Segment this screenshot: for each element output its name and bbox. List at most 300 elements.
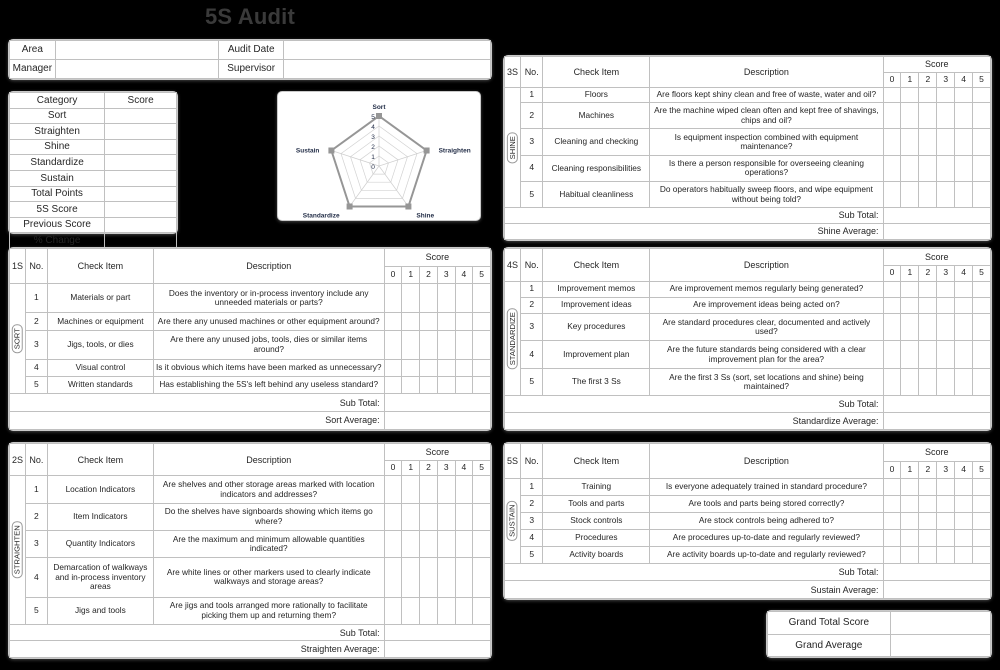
average-label-2s: Straighten Average:: [10, 641, 385, 658]
score-box-4s-1-0[interactable]: [883, 281, 901, 297]
score-box-1s-2-1[interactable]: [402, 313, 420, 330]
table-row: [505, 208, 991, 224]
subtotal-value-3s[interactable]: [883, 208, 990, 224]
table-row: [505, 413, 991, 430]
score-box-4s-3-5[interactable]: [973, 313, 991, 341]
score-box-3s-4-5[interactable]: [973, 155, 991, 181]
score-box-5s-2-4[interactable]: [955, 495, 973, 512]
score-box-2s-2-3[interactable]: [437, 503, 455, 530]
score-box-2s-3-5[interactable]: [473, 531, 491, 558]
category-score-2[interactable]: [105, 139, 177, 155]
score-box-2s-1-4[interactable]: [455, 476, 473, 503]
table-row: [10, 283, 491, 313]
score-box-3s-2-4[interactable]: [955, 103, 973, 129]
score-box-1s-4-3[interactable]: [437, 360, 455, 377]
table-row: [505, 297, 991, 313]
header-check-item: Check Item: [543, 249, 650, 282]
score-box-1s-1-0[interactable]: [384, 283, 402, 313]
score-box-5s-3-1[interactable]: [901, 512, 919, 529]
score-box-4s-4-4[interactable]: [955, 341, 973, 369]
check-item-2s-3: Quantity Indicators: [47, 531, 153, 558]
score-box-4s-4-5[interactable]: [973, 341, 991, 369]
score-box-4s-3-2[interactable]: [919, 313, 937, 341]
score-box-3s-5-2[interactable]: [919, 181, 937, 207]
score-box-4s-2-4[interactable]: [955, 297, 973, 313]
score-box-4s-1-1[interactable]: [901, 281, 919, 297]
table-row: [10, 139, 177, 155]
score-col-header-0: 0: [384, 460, 402, 476]
score-box-1s-5-2[interactable]: [420, 377, 438, 394]
score-box-2s-1-0[interactable]: [384, 476, 402, 503]
table-row: [10, 108, 177, 124]
row-no-3s-5: 5: [521, 181, 543, 207]
score-col-header-2: 2: [919, 265, 937, 281]
score-box-3s-4-2[interactable]: [919, 155, 937, 181]
category-label-0: Sort: [10, 108, 105, 124]
score-box-5s-4-4[interactable]: [955, 529, 973, 546]
score-box-2s-5-3[interactable]: [437, 597, 455, 624]
score-box-5s-4-5[interactable]: [973, 529, 991, 546]
description-2s-5: Are jigs and tools arranged more rationally to facilitate picking them up and returning them?: [153, 597, 384, 624]
check-item-2s-5: Jigs and tools: [47, 597, 153, 624]
category-score-3[interactable]: [105, 155, 177, 171]
score-box-4s-5-1[interactable]: [901, 368, 919, 396]
score-box-3s-3-0[interactable]: [883, 129, 901, 155]
score-col-header-3: 3: [437, 460, 455, 476]
score-box-5s-2-3[interactable]: [937, 495, 955, 512]
info-label-1a: Manager: [10, 60, 56, 79]
score-col-header-2: 2: [420, 460, 438, 476]
table-row: [10, 360, 491, 377]
subtotal-value-5s[interactable]: [883, 563, 990, 581]
score-box-2s-4-0[interactable]: [384, 558, 402, 597]
table-row: [768, 612, 991, 635]
score-box-3s-2-3[interactable]: [937, 103, 955, 129]
average-label-4s: Standardize Average:: [505, 413, 884, 430]
section-name-label: SHINE: [507, 132, 518, 163]
section-name-4s: [505, 281, 521, 396]
score-box-3s-3-4[interactable]: [955, 129, 973, 155]
section-name-2s: [10, 476, 26, 625]
grand-value-1[interactable]: [890, 634, 990, 657]
score-box-1s-2-2[interactable]: [420, 313, 438, 330]
category-label-8: % Change: [10, 233, 105, 249]
category-score-5[interactable]: [105, 186, 177, 202]
table-header-row: [505, 57, 991, 73]
score-box-2s-1-1[interactable]: [402, 476, 420, 503]
description-1s-3: Are there any unused jobs, tools, dies or similar items around?: [153, 330, 384, 360]
description-4s-3: Are standard procedures clear, documented and actively used?: [650, 313, 883, 341]
score-box-2s-4-5[interactable]: [473, 558, 491, 597]
score-box-2s-5-2[interactable]: [420, 597, 438, 624]
score-col-header-3: 3: [437, 266, 455, 283]
5s-radar-chart: [278, 92, 480, 220]
category-header-1: Score: [105, 93, 177, 109]
score-box-1s-1-2[interactable]: [420, 283, 438, 313]
header-check-item: Check Item: [47, 249, 153, 284]
score-box-5s-1-2[interactable]: [919, 478, 937, 495]
score-box-5s-4-0[interactable]: [883, 529, 901, 546]
row-no-1s-3: 3: [25, 330, 47, 360]
score-box-2s-1-3[interactable]: [437, 476, 455, 503]
score-box-1s-1-4[interactable]: [455, 283, 473, 313]
category-score-0[interactable]: [105, 108, 177, 124]
table-row: [10, 170, 177, 186]
score-box-3s-5-4[interactable]: [955, 181, 973, 207]
header-no: No.: [25, 249, 47, 284]
score-box-1s-2-5[interactable]: [473, 313, 491, 330]
score-box-1s-5-5[interactable]: [473, 377, 491, 394]
score-box-3s-2-5[interactable]: [973, 103, 991, 129]
score-box-1s-5-0[interactable]: [384, 377, 402, 394]
score-box-3s-5-1[interactable]: [901, 181, 919, 207]
check-item-5s-1: Training: [543, 478, 650, 495]
score-box-2s-4-2[interactable]: [420, 558, 438, 597]
score-box-1s-3-5[interactable]: [473, 330, 491, 360]
average-value-5s[interactable]: [883, 581, 990, 599]
category-score-7[interactable]: [105, 217, 177, 233]
category-score-4[interactable]: [105, 170, 177, 186]
check-item-4s-4: Improvement plan: [543, 341, 650, 369]
info-value-1a[interactable]: [55, 60, 219, 79]
score-box-2s-2-0[interactable]: [384, 503, 402, 530]
header-no: No.: [25, 444, 47, 476]
row-no-1s-4: 4: [25, 360, 47, 377]
score-box-2s-3-2[interactable]: [420, 531, 438, 558]
score-box-3s-4-0[interactable]: [883, 155, 901, 181]
grand-value-0[interactable]: [890, 612, 990, 635]
score-box-3s-1-5[interactable]: [973, 88, 991, 103]
check-item-5s-2: Tools and parts: [543, 495, 650, 512]
section-panel-5s: [503, 442, 992, 600]
score-box-4s-5-5[interactable]: [973, 368, 991, 396]
row-no-3s-3: 3: [521, 129, 543, 155]
score-box-4s-4-3[interactable]: [937, 341, 955, 369]
section-name-5s: [505, 478, 521, 563]
grand-total-panel: [766, 610, 992, 658]
subtotal-value-1s[interactable]: [384, 394, 490, 412]
radar-axis-label-sustain: Sustain: [295, 147, 320, 155]
score-box-4s-1-5[interactable]: [973, 281, 991, 297]
header-description: Description: [153, 444, 384, 476]
rotated-label-wrapper: [12, 285, 23, 392]
score-box-4s-4-2[interactable]: [919, 341, 937, 369]
score-box-3s-1-3[interactable]: [937, 88, 955, 103]
score-box-3s-3-5[interactable]: [973, 129, 991, 155]
score-box-5s-2-0[interactable]: [883, 495, 901, 512]
score-box-2s-3-1[interactable]: [402, 531, 420, 558]
score-box-4s-4-0[interactable]: [883, 341, 901, 369]
score-box-4s-2-3[interactable]: [937, 297, 955, 313]
score-box-2s-5-1[interactable]: [402, 597, 420, 624]
row-no-3s-4: 4: [521, 155, 543, 181]
score-box-1s-2-4[interactable]: [455, 313, 473, 330]
score-box-3s-4-1[interactable]: [901, 155, 919, 181]
score-box-4s-3-3[interactable]: [937, 313, 955, 341]
score-box-3s-1-2[interactable]: [919, 88, 937, 103]
header-description: Description: [650, 57, 883, 88]
row-no-1s-2: 2: [25, 313, 47, 330]
score-box-2s-2-2[interactable]: [420, 503, 438, 530]
score-box-1s-4-2[interactable]: [420, 360, 438, 377]
average-value-3s[interactable]: [883, 224, 990, 240]
score-box-3s-3-3[interactable]: [937, 129, 955, 155]
rotated-label-wrapper: [507, 89, 518, 206]
description-3s-3: Is equipment inspection combined with equipment maintenance?: [650, 129, 883, 155]
score-box-5s-4-2[interactable]: [919, 529, 937, 546]
score-box-1s-4-4[interactable]: [455, 360, 473, 377]
table-row: [10, 124, 177, 140]
score-box-4s-1-4[interactable]: [955, 281, 973, 297]
table-row: [505, 396, 991, 413]
rotated-label-wrapper: [507, 480, 518, 562]
check-item-5s-3: Stock controls: [543, 512, 650, 529]
score-box-5s-2-5[interactable]: [973, 495, 991, 512]
score-box-2s-3-0[interactable]: [384, 531, 402, 558]
score-box-5s-1-5[interactable]: [973, 478, 991, 495]
score-box-3s-2-1[interactable]: [901, 103, 919, 129]
table-row: [10, 202, 177, 218]
score-box-4s-3-4[interactable]: [955, 313, 973, 341]
table-row: [505, 103, 991, 129]
category-score-1[interactable]: [105, 124, 177, 140]
score-box-3s-5-0[interactable]: [883, 181, 901, 207]
score-box-1s-3-0[interactable]: [384, 330, 402, 360]
score-col-header-4: 4: [455, 460, 473, 476]
table-row: [505, 129, 991, 155]
average-value-1s[interactable]: [384, 412, 490, 430]
score-box-1s-5-4[interactable]: [455, 377, 473, 394]
category-label-4: Sustain: [10, 170, 105, 186]
score-box-5s-5-1[interactable]: [901, 546, 919, 563]
score-col-header-0: 0: [883, 461, 901, 478]
radar-marker-4: [328, 148, 334, 154]
score-box-1s-3-2[interactable]: [420, 330, 438, 360]
row-no-2s-4: 4: [25, 558, 47, 597]
table-row: [10, 330, 491, 360]
score-box-3s-2-0[interactable]: [883, 103, 901, 129]
info-value-0a[interactable]: [55, 41, 219, 60]
score-box-4s-3-1[interactable]: [901, 313, 919, 341]
score-box-4s-2-0[interactable]: [883, 297, 901, 313]
score-box-2s-2-5[interactable]: [473, 503, 491, 530]
score-box-5s-5-4[interactable]: [955, 546, 973, 563]
score-box-3s-1-0[interactable]: [883, 88, 901, 103]
score-box-3s-1-1[interactable]: [901, 88, 919, 103]
score-box-1s-4-5[interactable]: [473, 360, 491, 377]
check-item-4s-2: Improvement ideas: [543, 297, 650, 313]
score-box-3s-3-1[interactable]: [901, 129, 919, 155]
score-box-5s-1-4[interactable]: [955, 478, 973, 495]
score-box-3s-5-3[interactable]: [937, 181, 955, 207]
info-value-0b[interactable]: [284, 41, 491, 60]
score-box-2s-4-4[interactable]: [455, 558, 473, 597]
row-no-4s-1: 1: [521, 281, 543, 297]
subtotal-value-2s[interactable]: [384, 624, 490, 641]
description-2s-1: Are shelves and other storage areas marked with location indicators and addresses?: [153, 476, 384, 503]
score-box-1s-4-0[interactable]: [384, 360, 402, 377]
radar-marker-2: [405, 204, 411, 210]
score-box-2s-5-0[interactable]: [384, 597, 402, 624]
subtotal-label-1s: Sub Total:: [10, 394, 385, 412]
score-box-1s-2-0[interactable]: [384, 313, 402, 330]
score-box-5s-1-3[interactable]: [937, 478, 955, 495]
score-box-5s-4-1[interactable]: [901, 529, 919, 546]
score-col-header-2: 2: [919, 461, 937, 478]
subtotal-label-4s: Sub Total:: [505, 396, 884, 413]
score-box-2s-2-1[interactable]: [402, 503, 420, 530]
score-box-2s-1-5[interactable]: [473, 476, 491, 503]
score-col-header-5: 5: [973, 72, 991, 87]
table-header-row: [505, 249, 991, 266]
row-no-5s-4: 4: [521, 529, 543, 546]
row-no-4s-3: 3: [521, 313, 543, 341]
score-box-1s-5-1[interactable]: [402, 377, 420, 394]
table-row: [505, 224, 991, 240]
score-box-3s-3-2[interactable]: [919, 129, 937, 155]
score-box-1s-4-1[interactable]: [402, 360, 420, 377]
score-box-3s-2-2[interactable]: [919, 103, 937, 129]
score-col-header-3: 3: [937, 72, 955, 87]
score-box-5s-4-3[interactable]: [937, 529, 955, 546]
header-no: No.: [521, 249, 543, 282]
table-row: [505, 478, 991, 495]
score-box-3s-5-5[interactable]: [973, 181, 991, 207]
row-no-2s-5: 5: [25, 597, 47, 624]
info-value-1b[interactable]: [284, 60, 491, 79]
score-box-4s-5-4[interactable]: [955, 368, 973, 396]
row-no-3s-1: 1: [521, 88, 543, 103]
radar-chart-panel: [277, 91, 481, 221]
score-box-1s-5-3[interactable]: [437, 377, 455, 394]
description-2s-2: Do the shelves have signboards showing which items go where?: [153, 503, 384, 530]
score-col-header-0: 0: [883, 265, 901, 281]
score-box-5s-5-2[interactable]: [919, 546, 937, 563]
score-box-2s-5-4[interactable]: [455, 597, 473, 624]
score-box-5s-3-4[interactable]: [955, 512, 973, 529]
subtotal-label-2s: Sub Total:: [10, 624, 385, 641]
score-box-4s-1-3[interactable]: [937, 281, 955, 297]
score-box-4s-1-2[interactable]: [919, 281, 937, 297]
check-item-3s-3: Cleaning and checking: [543, 129, 650, 155]
score-col-header-5: 5: [473, 266, 491, 283]
score-box-5s-1-1[interactable]: [901, 478, 919, 495]
score-box-2s-2-4[interactable]: [455, 503, 473, 530]
table-row: [10, 60, 491, 79]
score-box-4s-5-0[interactable]: [883, 368, 901, 396]
table-row: [10, 476, 491, 503]
score-box-5s-1-0[interactable]: [883, 478, 901, 495]
check-item-3s-4: Cleaning responsibilities: [543, 155, 650, 181]
description-5s-5: Are activity boards up-to-date and regularly reviewed?: [650, 546, 883, 563]
score-box-5s-5-5[interactable]: [973, 546, 991, 563]
table-row: [10, 394, 491, 412]
category-label-7: Previous Score: [10, 217, 105, 233]
table-row: [10, 41, 491, 60]
score-box-3s-4-4[interactable]: [955, 155, 973, 181]
check-item-4s-1: Improvement memos: [543, 281, 650, 297]
score-box-1s-1-1[interactable]: [402, 283, 420, 313]
score-box-4s-5-2[interactable]: [919, 368, 937, 396]
score-box-5s-3-5[interactable]: [973, 512, 991, 529]
description-4s-5: Are the first 3 Ss (sort, set locations and shine) being maintained?: [650, 368, 883, 396]
row-no-1s-5: 5: [25, 377, 47, 394]
subtotal-value-4s[interactable]: [883, 396, 990, 413]
radar-tick-3: 3: [371, 134, 375, 141]
rotated-label-wrapper: [507, 283, 518, 395]
row-no-5s-2: 2: [521, 495, 543, 512]
check-item-5s-5: Activity boards: [543, 546, 650, 563]
score-box-5s-3-3[interactable]: [937, 512, 955, 529]
score-box-2s-1-2[interactable]: [420, 476, 438, 503]
score-box-4s-2-5[interactable]: [973, 297, 991, 313]
category-score-table: [9, 92, 177, 249]
category-score-6[interactable]: [105, 202, 177, 218]
score-box-4s-2-1[interactable]: [901, 297, 919, 313]
table-row: [505, 529, 991, 546]
check-item-1s-2: Machines or equipment: [47, 313, 153, 330]
header-score: Score: [883, 57, 990, 73]
section-name-1s: [10, 283, 26, 393]
score-box-3s-4-3[interactable]: [937, 155, 955, 181]
score-box-5s-2-1[interactable]: [901, 495, 919, 512]
section-panel-1s: [8, 247, 492, 431]
score-col-header-4: 4: [955, 461, 973, 478]
score-box-4s-4-1[interactable]: [901, 341, 919, 369]
score-box-1s-3-3[interactable]: [437, 330, 455, 360]
table-row: [505, 88, 991, 103]
row-no-5s-1: 1: [521, 478, 543, 495]
category-label-3: Standardize: [10, 155, 105, 171]
score-box-2s-3-3[interactable]: [437, 531, 455, 558]
average-value-2s[interactable]: [384, 641, 490, 658]
score-box-2s-4-1[interactable]: [402, 558, 420, 597]
average-value-4s[interactable]: [883, 413, 990, 430]
score-box-5s-3-0[interactable]: [883, 512, 901, 529]
check-item-3s-2: Machines: [543, 103, 650, 129]
header-description: Description: [650, 444, 883, 479]
score-box-1s-3-4[interactable]: [455, 330, 473, 360]
score-box-5s-5-3[interactable]: [937, 546, 955, 563]
section-code-5s: 5S: [505, 444, 521, 479]
score-col-header-5: 5: [473, 460, 491, 476]
header-no: No.: [521, 57, 543, 88]
check-item-3s-1: Floors: [543, 88, 650, 103]
score-box-4s-3-0[interactable]: [883, 313, 901, 341]
score-box-2s-3-4[interactable]: [455, 531, 473, 558]
score-box-1s-1-3[interactable]: [437, 283, 455, 313]
category-header-0: Category: [10, 93, 105, 109]
header-check-item: Check Item: [47, 444, 153, 476]
description-3s-4: Is there a person responsible for overseeing cleaning operations?: [650, 155, 883, 181]
score-box-3s-1-4[interactable]: [955, 88, 973, 103]
score-box-1s-3-1[interactable]: [402, 330, 420, 360]
score-box-5s-3-2[interactable]: [919, 512, 937, 529]
score-box-2s-4-3[interactable]: [437, 558, 455, 597]
score-box-4s-2-2[interactable]: [919, 297, 937, 313]
score-col-header-0: 0: [883, 72, 901, 87]
score-box-1s-1-5[interactable]: [473, 283, 491, 313]
score-box-5s-5-0[interactable]: [883, 546, 901, 563]
score-box-2s-5-5[interactable]: [473, 597, 491, 624]
description-5s-1: Is everyone adequately trained in standard procedure?: [650, 478, 883, 495]
score-box-4s-5-3[interactable]: [937, 368, 955, 396]
score-box-5s-2-2[interactable]: [919, 495, 937, 512]
score-box-1s-2-3[interactable]: [437, 313, 455, 330]
section-panel-2s: [8, 442, 492, 659]
radar-marker-0: [376, 113, 382, 119]
radar-tick-0: 0: [371, 164, 375, 171]
